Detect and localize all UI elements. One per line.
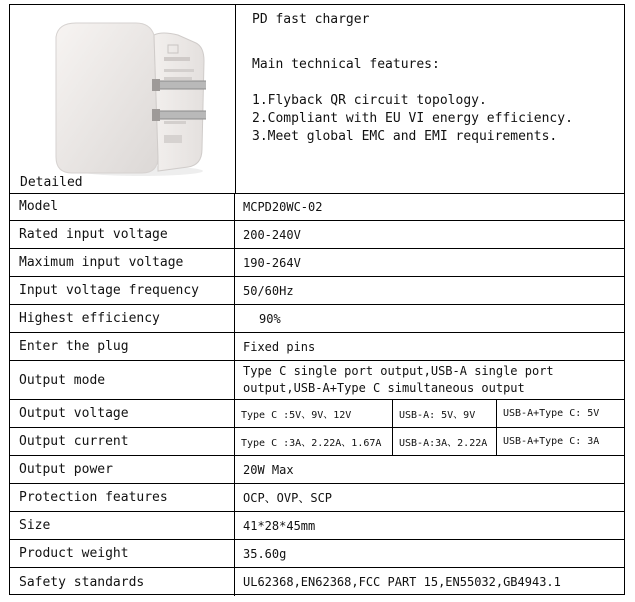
spec-label: Output current bbox=[10, 428, 235, 455]
spec-row-highest-efficiency bbox=[10, 305, 624, 333]
spec-row-model bbox=[10, 193, 624, 221]
spec-cell-combined: USB-A+Type C: 3A bbox=[503, 436, 600, 447]
spec-row-protection-features bbox=[10, 484, 624, 512]
spec-cell-type-c: Type C :3A、2.22A、1.67A bbox=[235, 428, 393, 455]
features-heading: Main technical features: bbox=[252, 57, 440, 72]
spec-row-output-current bbox=[10, 428, 624, 456]
spec-label: Rated input voltage bbox=[10, 221, 235, 248]
spec-row-rated-input-voltage bbox=[10, 221, 624, 249]
spec-label: Output voltage bbox=[10, 400, 235, 427]
spec-label: Enter the plug bbox=[10, 333, 235, 360]
spec-label: Highest efficiency bbox=[10, 305, 235, 332]
spec-row-input-voltage-frequency bbox=[10, 277, 624, 305]
spec-cell-type-c: Type C :5V、9V、12V bbox=[235, 400, 393, 427]
spec-row-product-weight bbox=[10, 540, 624, 568]
spec-label: Protection features bbox=[10, 484, 235, 511]
product-title: PD fast charger bbox=[252, 12, 370, 27]
spec-value-split bbox=[235, 400, 624, 427]
feature-item: 1.Flyback QR circuit topology. bbox=[252, 93, 487, 108]
header-text bbox=[252, 11, 573, 146]
spec-value: 20W Max bbox=[243, 462, 294, 477]
spec-value: 200-240V bbox=[243, 227, 301, 242]
spec-value: MCPD20WC-02 bbox=[243, 199, 323, 214]
spec-value: 41*28*45mm bbox=[243, 518, 316, 533]
header-divider bbox=[235, 5, 236, 193]
spec-value: 90% bbox=[259, 311, 281, 326]
detailed-label: Detailed bbox=[20, 175, 83, 190]
spec-value: Type C single port output,USB-A single port output,USB-A+Type C simultaneous output bbox=[243, 364, 554, 395]
spec-label: Model bbox=[10, 193, 235, 220]
spec-cell-combined: USB-A+Type C: 5V bbox=[503, 408, 600, 419]
spec-label: Output power bbox=[10, 456, 235, 483]
feature-item: 2.Compliant with EU VI energy efficiency. bbox=[252, 111, 573, 126]
spec-sheet bbox=[9, 4, 625, 595]
feature-item: 3.Meet global EMC and EMI requirements. bbox=[252, 129, 558, 144]
spec-row-safety-standards bbox=[10, 568, 624, 596]
spec-row-output-voltage bbox=[10, 400, 624, 428]
spec-cell-usb-a: USB-A:3A、2.22A bbox=[393, 428, 497, 455]
spec-label: Maximum input voltage bbox=[10, 249, 235, 276]
spec-row-maximum-input-voltage bbox=[10, 249, 624, 277]
charger-photo bbox=[46, 17, 206, 179]
spec-row-size bbox=[10, 512, 624, 540]
spec-value: UL62368,EN62368,FCC PART 15,EN55032,GB4943.1 bbox=[243, 575, 561, 589]
spec-row-enter-the-plug bbox=[10, 333, 624, 361]
spec-value: OCP、OVP、SCP bbox=[243, 491, 333, 505]
spec-label: Safety standards bbox=[10, 568, 235, 596]
header-section bbox=[10, 5, 624, 194]
spec-value: Fixed pins bbox=[243, 339, 316, 354]
spec-label: Size bbox=[10, 512, 235, 539]
spec-row-output-mode bbox=[10, 361, 624, 400]
spec-table bbox=[10, 193, 624, 596]
spec-value: 190-264V bbox=[243, 255, 301, 270]
spec-label: Output mode bbox=[10, 361, 235, 399]
spec-value: 50/60Hz bbox=[243, 283, 294, 298]
spec-row-output-power bbox=[10, 456, 624, 484]
spec-value-split bbox=[235, 428, 624, 455]
spec-value: 35.60g bbox=[243, 546, 287, 561]
spec-label: Product weight bbox=[10, 540, 235, 567]
spec-label: Input voltage frequency bbox=[10, 277, 235, 304]
spec-cell-usb-a: USB-A: 5V、9V bbox=[393, 400, 497, 427]
